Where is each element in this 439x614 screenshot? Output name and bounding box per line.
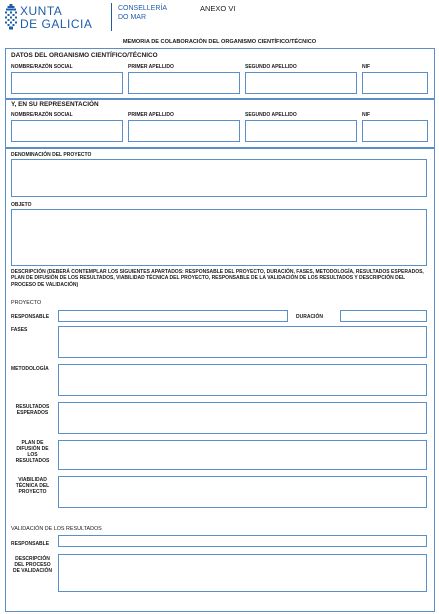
denominacion-field[interactable] [11, 159, 427, 197]
organismo-surname2-field[interactable] [245, 72, 357, 94]
representacion-name-field[interactable] [11, 120, 123, 142]
xunta-logo [5, 3, 125, 33]
organismo-surname2-label: SEGUNDO APELLIDO [245, 64, 297, 70]
validacion-title: VALIDACIÓN DE LOS RESULTADOS [11, 526, 102, 532]
metodologia-field[interactable] [58, 364, 427, 396]
representacion-nif-field[interactable] [362, 120, 428, 142]
organismo-name-field[interactable] [11, 72, 123, 94]
dept-line-1: CONSELLERÍA [118, 5, 168, 12]
fases-label: FASES [11, 327, 28, 333]
representacion-surname2-field[interactable] [245, 120, 357, 142]
descripcion-instructions: DESCRIPCIÓN (DEBERÁ CONTEMPLAR LOS SIGUIENTES APARTADOS: RESPONSABLE DEL PROYECTO, DURACIÓN, FASES, METODOLOGÍA, RESULTADOS ESPERADOS, PLAN DE DIFUSIÓN DE LOS RESULTADOS, VIABILIDAD TÉCNICA DEL PROYECTO, RESPONSABLE DE LA VALIDACIÓN DE LOS RESULTADOS Y DESCRIPCIÓN DEL PROCESO DE VALIDACIÓN) [11, 269, 424, 288]
validacion-proceso-label: DESCRIPCIÓN DEL PROCESO DE VALIDACIÓN [12, 556, 53, 574]
representacion-name-label: NOMBRE/RAZÓN SOCIAL [11, 112, 73, 118]
representacion-surname2-label: SEGUNDO APELLIDO [245, 112, 297, 118]
difusion-label: PLAN DE DIFUSIÓN DE LOS RESULTADOS [15, 440, 50, 464]
resultados-field[interactable] [58, 402, 427, 434]
logo-divider [111, 3, 112, 31]
representacion-nif-label: NIF [362, 112, 371, 118]
denominacion-label: DENOMINACIÓN DEL PROYECTO [11, 152, 92, 158]
objeto-label: OBJETO [11, 202, 32, 208]
fases-field[interactable] [58, 326, 427, 358]
representacion-surname1-label: PRIMER APELLIDO [128, 112, 174, 118]
organismo-surname1-label: PRIMER APELLIDO [128, 64, 174, 70]
validacion-proceso-field[interactable] [58, 554, 427, 592]
validacion-responsable-field[interactable] [58, 535, 427, 547]
metodologia-label: METODOLOGÍA [11, 366, 49, 372]
validacion-responsable-label: RESPONSABLE [11, 541, 50, 547]
galicia-emblem-icon [5, 4, 17, 30]
proyecto-subsection-label: PROYECTO [11, 300, 42, 306]
difusion-field[interactable] [58, 440, 427, 470]
objeto-field[interactable] [11, 209, 427, 266]
responsable-field[interactable] [58, 310, 288, 322]
representacion-title: Y, EN SU REPRESENTACIÓN [11, 101, 99, 108]
organismo-title: DATOS DEL ORGANISMO CIENTÍFICO/TÉCNICO [11, 52, 158, 59]
annex-label: ANEXO VI [200, 4, 236, 13]
viabilidad-field[interactable] [58, 476, 427, 508]
duracion-field[interactable] [340, 310, 427, 322]
responsable-label: RESPONSABLE [11, 314, 50, 320]
logo-line-1: XUNTA [20, 4, 63, 18]
logo-line-2: DE GALICIA [20, 17, 93, 31]
organismo-name-label: NOMBRE/RAZÓN SOCIAL [11, 64, 73, 70]
duracion-label: DURACIÓN [296, 314, 323, 320]
dept-line-2: DO MAR [118, 14, 146, 21]
organismo-surname1-field[interactable] [128, 72, 240, 94]
representacion-surname1-field[interactable] [128, 120, 240, 142]
organismo-nif-label: NIF [362, 64, 371, 70]
resultados-label: RESULTADOS ESPERADOS [15, 404, 50, 416]
form-title: MEMORIA DE COLABORACIÓN DEL ORGANISMO CIENTÍFICO/TÉCNICO [122, 39, 317, 45]
organismo-nif-field[interactable] [362, 72, 428, 94]
viabilidad-label: VIABILIDAD TÉCNICA DEL PROYECTO [15, 477, 50, 495]
